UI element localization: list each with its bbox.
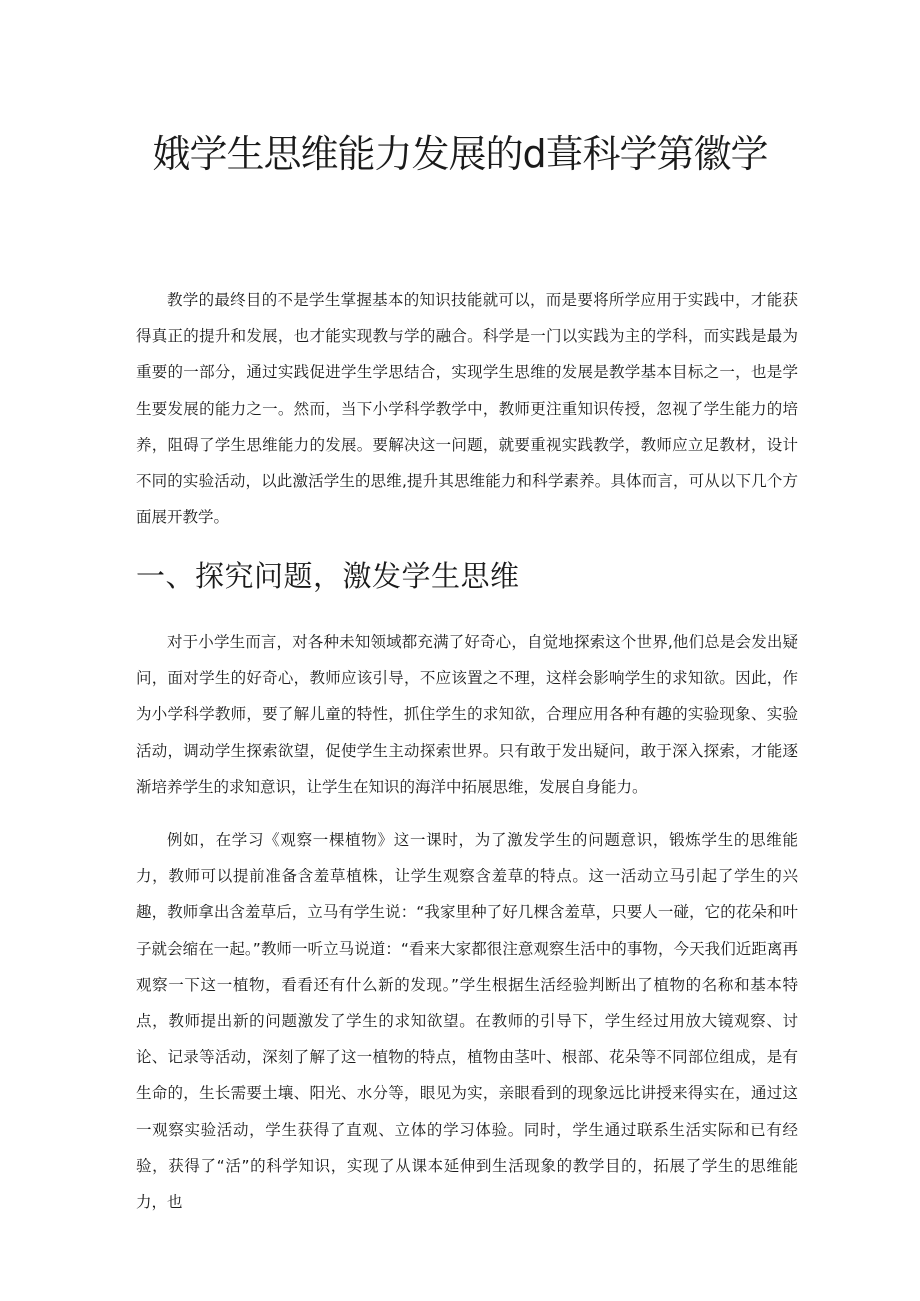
body-paragraph: 对于小学生而言，对各种未知领域都充满了好奇心，自觉地探索这个世界,他们总是会发出疑问，面对学生的好奇心，教师应该引导，不应该置之不理，这样会影响学生的求知欲。因此，作为小学科学教师，要了解儿童的特性，抓住学生的求知欲，合理应用各种有趣的实验现象、实验活动，调动学生探索欲望，促使学生主动探索世界。只有敢于发出疑问，敢于深入探索，才能逐渐培养学生的求知意识，让学生在知识的海洋中拓展思维，发展自身能力。 bbox=[136, 633, 798, 796]
body-paragraph: 例如，在学习《观察一棵植物》这一课时，为了激发学生的问题意识，锻炼学生的思维能力，教师可以提前准备含羞草植株，让学生观察含羞草的特点。这一活动立马引起了学生的兴趣，教师拿出含羞草后，立马有学生说：“我家里种了好几棵含羞草，只要人一碰，它的花朵和叶子就会缩在一起。”教师一听立马说道：“看来大家都很注意观察生活中的事物，今天我们近距离再观察一下这一植物，看看还有什么新的发现。”学生根据生活经验判断出了植物的名称和基本特点，教师提出新的问题激发了学生的求知欲望。在教师的引导下，学生经过用放大镜观察、讨论、记录等活动，深刻了解了这一植物的特点，植物由茎叶、根部、花朵等不同部位组成，是有生命的，生长需要土壤、阳光、水分等，眼见为实，亲眼看到的现象远比讲授来得实在，通过这一观察实验活动，学生获得了直观、立体的学习体验。同时，学生通过联系生活实际和已有经验，获得了“活”的科学知识，实现了从课本延伸到生活现象的教学目的，拓展了学生的思维能力，也 bbox=[136, 831, 798, 1212]
document-title: 娥学生思维能力发展的d葺科学第徽学 bbox=[152, 132, 768, 176]
intro-paragraph: 教学的最终目的不是学生掌握基本的知识技能就可以，而是要将所学应用于实践中，才能获得真正的提升和发展，也才能实现教与学的融合。科学是一门以实践为主的学科，而实践是最为重要的一部分，通过实践促进学生学思结合，实现学生思维的发展是教学基本目标之一，也是学生要发展的能力之一。然而，当下小学科学教学中，教师更注重知识传授，忽视了学生能力的培养，阻碍了学生思维能力的发展。要解决这一问题，就要重视实践教学，教师应立足教材，设计不同的实验活动，以此激活学生的思维,提升其思维能力和科学素养。具体而言，可从以下几个方面展开教学。 bbox=[136, 291, 798, 527]
section-heading: 一、探究问题，激发学生思维 bbox=[136, 559, 520, 593]
